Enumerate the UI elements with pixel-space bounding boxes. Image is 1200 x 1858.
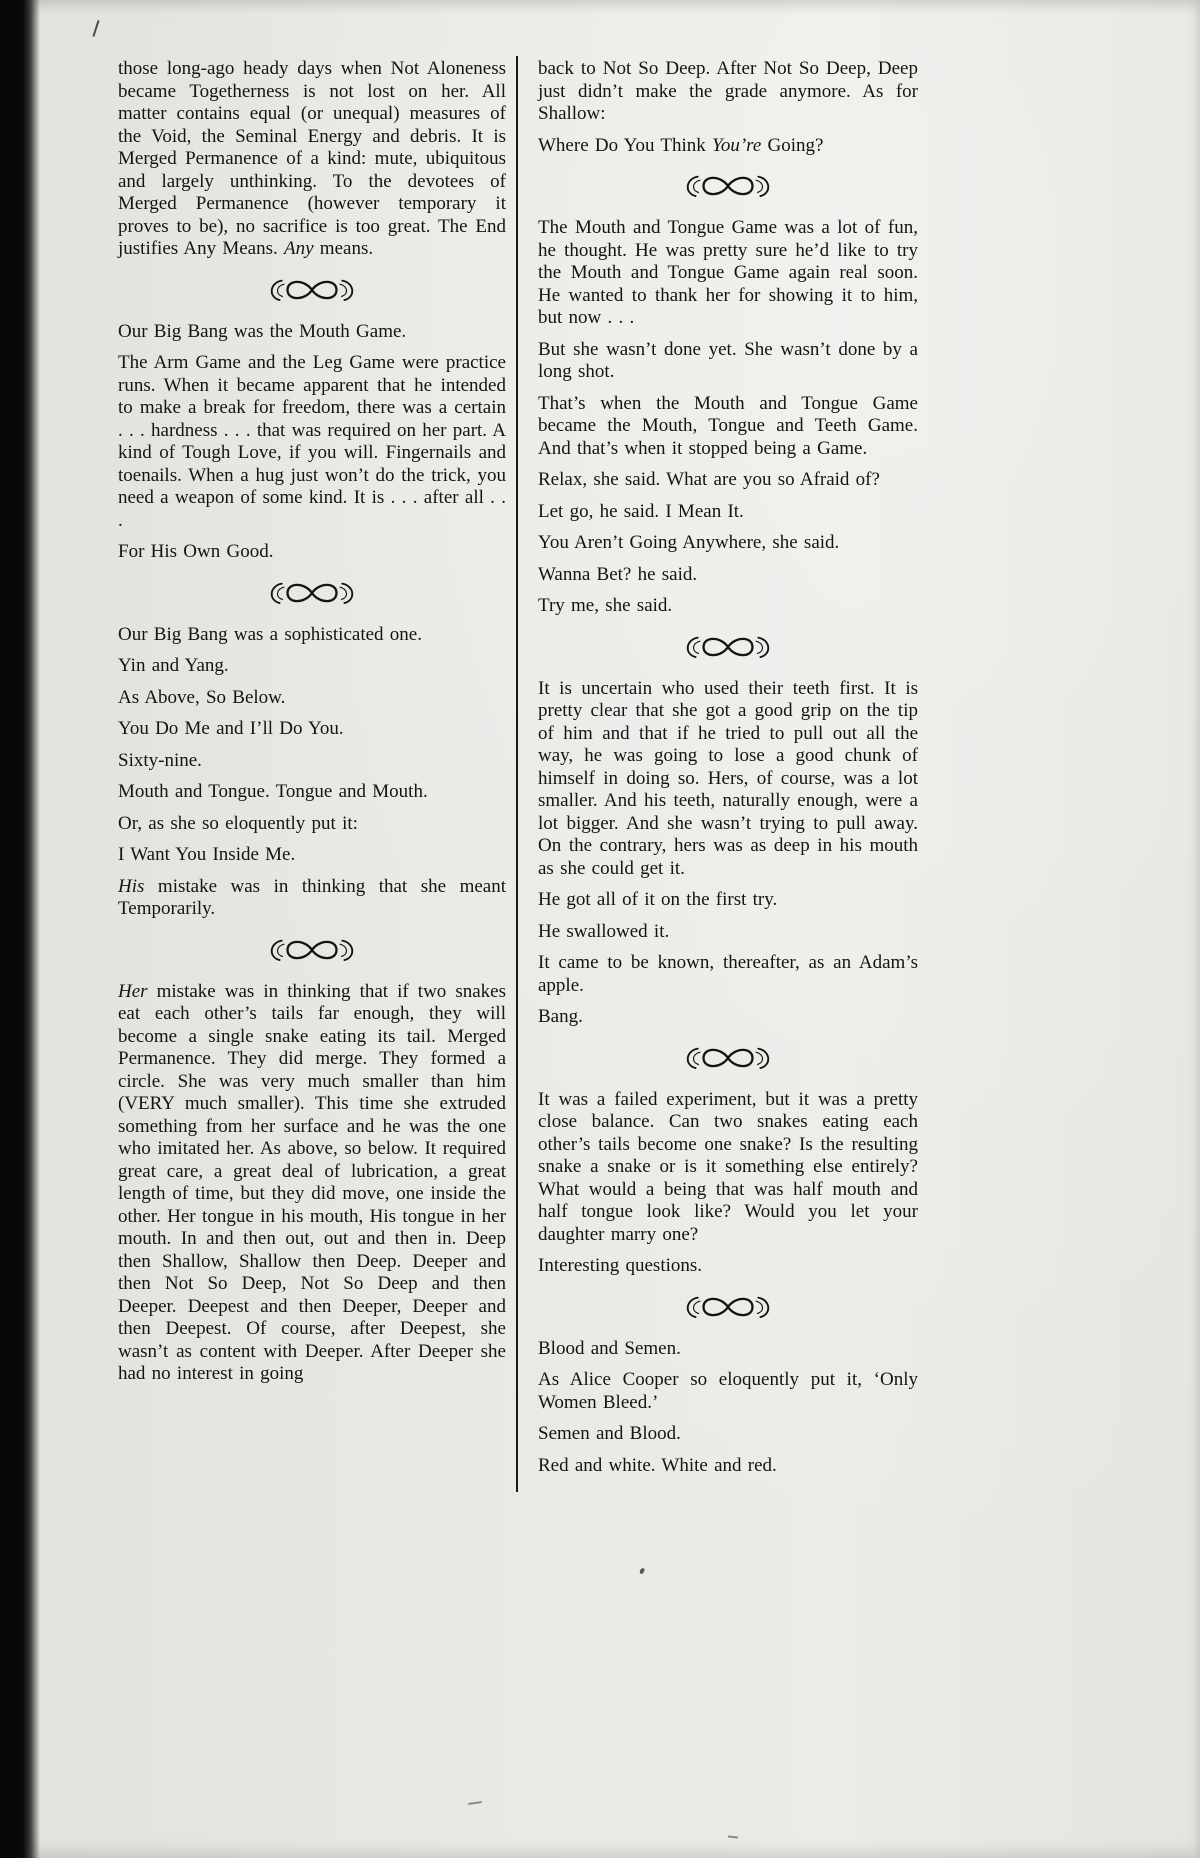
infinity-ornament-icon	[258, 578, 366, 608]
paragraph: Try me, she said.	[538, 595, 673, 616]
paragraph: I Want You Inside Me.	[118, 844, 296, 865]
paragraph: Or, as she so eloquently put it:	[118, 812, 358, 834]
text-column-right	[538, 58, 918, 1486]
paragraph: back to Not So Deep. After Not So Deep, Deep just didn’t make the grade anymore. As for Shallow:	[538, 58, 918, 124]
page-spine-edge	[0, 0, 40, 1858]
paragraph: It is uncertain who used their teeth first. It is pretty clear that she got a good grip on the tip of him and that if he tried to pull out all the way, he was going to lose a good chunk of himself in doing so. Hers, of course, was a lot smaller. And his teeth, naturally enough, were a lot bigger. And she wasn’t trying to pull away. On the contrary, hers was as deep in his mouth as she could get it.	[538, 677, 918, 879]
paragraph: Yin and Yang.	[118, 655, 229, 676]
section-divider-ornament	[118, 578, 506, 608]
paragraph: Relax, she said. What are you so Afraid of?	[538, 469, 880, 490]
paragraph: You Aren’t Going Anywhere, she said.	[538, 532, 840, 553]
paragraph: Our Big Bang was a sophisticated one.	[118, 623, 422, 645]
paragraph: Mouth and Tongue. Tongue and Mouth.	[118, 781, 428, 802]
paragraph: Wanna Bet? he said.	[538, 563, 698, 585]
paragraph: those long-ago heady days when Not Aloneness became Togetherness is not lost on her. All matter contains equal (or unequal) measures of the Void, the Seminal Energy and debris. It is Merged Permanence of a kind: mute, ubiquitous and largely unthinking. To the devotees of Merged Permanence (however temporary it proves to be), no sacrifice is too great. The End justifies Any Means. Any means.	[118, 58, 506, 259]
paragraph: Semen and Blood.	[538, 1423, 681, 1444]
paragraph: Bang.	[538, 1006, 583, 1027]
paragraph: He swallowed it.	[538, 920, 670, 942]
paragraph: His mistake was in thinking that she meant Temporarily.	[118, 875, 506, 919]
paragraph: For His Own Good.	[118, 541, 274, 562]
section-divider-ornament	[118, 935, 506, 965]
section-divider-ornament	[538, 1043, 918, 1073]
text-column-left	[118, 58, 506, 1395]
paragraph: Sixty-nine.	[118, 749, 202, 771]
paragraph: Where Do You Think You’re Going?	[538, 134, 824, 156]
paragraph: Let go, he said. I Mean It.	[538, 500, 744, 522]
scan-artifact-mark	[92, 20, 99, 37]
infinity-ornament-icon	[674, 1043, 782, 1073]
paragraph: But she wasn’t done yet. She wasn’t done by a long shot.	[538, 338, 918, 382]
scan-artifact-speck	[639, 1567, 645, 1574]
section-divider-ornament	[538, 1292, 918, 1322]
paragraph: Interesting questions.	[538, 1255, 703, 1276]
infinity-ornament-icon	[674, 171, 782, 201]
section-divider-ornament	[118, 275, 506, 305]
scan-artifact-speck	[728, 1835, 738, 1838]
paragraph: He got all of it on the first try.	[538, 889, 778, 910]
section-divider-ornament	[538, 171, 918, 201]
section-divider-ornament	[538, 632, 918, 662]
paragraph: It came to be known, thereafter, as an Adam’s apple.	[538, 952, 918, 996]
paragraph: That’s when the Mouth and Tongue Game became the Mouth, Tongue and Teeth Game. And that’s when it stopped being a Game.	[538, 392, 918, 459]
paragraph: As Alice Cooper so eloquently put it, ‘Only Women Bleed.’	[538, 1369, 918, 1413]
paragraph: You Do Me and I’ll Do You.	[118, 718, 344, 739]
paragraph: Our Big Bang was the Mouth Game.	[118, 320, 407, 342]
paragraph: It was a failed experiment, but it was a pretty close balance. Can two snakes eating each other’s tails become one snake? Is the resulting snake a snake or is it something else entirely? What would a being that was half mouth and half tongue look like? Would you let your daughter marry one?	[538, 1088, 918, 1245]
paragraph: The Mouth and Tongue Game was a lot of fun, he thought. He was pretty sure he’d like to try the Mouth and Tongue Game again real soon. He wanted to thank her for showing it to him, but now . . .	[538, 217, 918, 328]
paragraph: Red and white. White and red.	[538, 1454, 777, 1476]
infinity-ornament-icon	[258, 275, 366, 305]
paragraph: Blood and Semen.	[538, 1337, 681, 1359]
paragraph: The Arm Game and the Leg Game were practice runs. When it became apparent that he intended to make a break for freedom, there was a certain . . . hardness . . . that was required on her part. A kind of Tough Love, if you will. Fingernails and toenails. When a hug just won’t do the trick, you need a weapon of some kind. It is . . . after all . . .	[118, 352, 506, 531]
infinity-ornament-icon	[674, 1292, 782, 1322]
scan-artifact-speck	[468, 1801, 482, 1805]
paragraph: Her mistake was in thinking that if two snakes eat each other’s tails far enough, they will become a single snake eating its tail. Merged Permanence. They did merge. They formed a circle. She was very much smaller than him (VERY much smaller). This time she extruded something from her surface and he was the one who imitated her. As above, so below. It required great care, a great deal of lubrication, a great length of time, but they did move, one inside the other. Her tongue in his mouth, His tongue in her mouth. In and then out, out and then in. Deep then Shallow, Shallow then Deep. Deeper and then Not So Deep, Not So Deep and then Deeper. Deepest and then Deeper, Deeper and then Deepest. Of course, after Deepest, she wasn’t as content with Deeper. After Deeper she had no interest in going	[118, 980, 506, 1384]
paragraph: As Above, So Below.	[118, 686, 286, 708]
infinity-ornament-icon	[258, 935, 366, 965]
column-divider-rule	[516, 56, 518, 1492]
infinity-ornament-icon	[674, 632, 782, 662]
